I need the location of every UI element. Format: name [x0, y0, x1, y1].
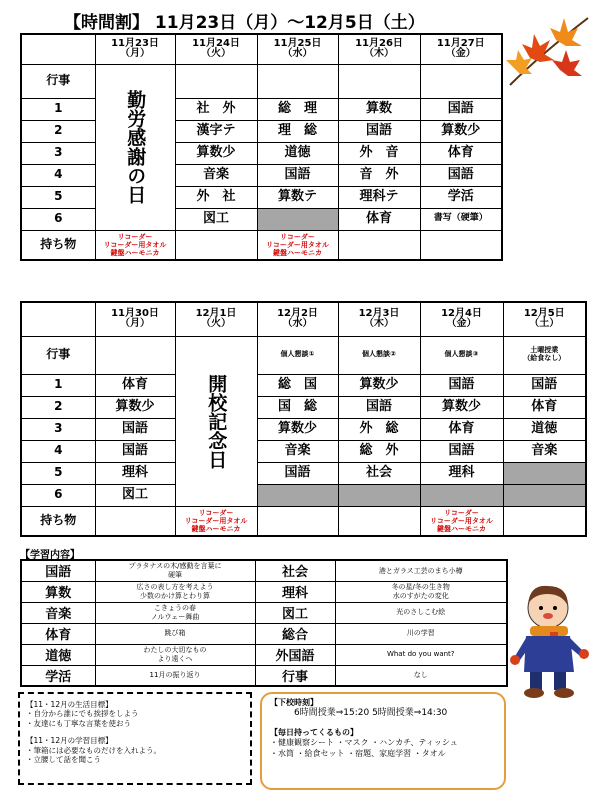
day-header: 11月27日 （金）: [420, 34, 502, 64]
subject-content: 川の学習: [335, 623, 507, 644]
daily-line: ・健康観察シート ・マスク ・ハンカチ、ティッシュ: [270, 738, 458, 748]
gyoji-cell: 個人懇談③: [420, 336, 503, 374]
period-cell-empty: [257, 484, 338, 506]
learning-content-table: [20, 559, 508, 687]
period-cell: 理科: [95, 462, 175, 484]
content-row: [21, 665, 507, 686]
period-cell: 図工: [175, 208, 257, 230]
period-cell: 算数テ: [257, 186, 338, 208]
subject-name: 行事: [255, 665, 335, 686]
row-label: 行事: [21, 64, 95, 98]
row-label: 3: [21, 418, 95, 440]
mochimono-cell: リコーダー リコーダー用タオル 鍵盤ハーモニカ: [257, 230, 338, 260]
day-header: 11月26日 （木）: [338, 34, 420, 64]
content-row: [21, 581, 507, 602]
subject-content: 冬の星/冬の生き物 水のすがたの変化: [335, 581, 507, 602]
mochimono-cell: [338, 230, 420, 260]
period-cell: 理科テ: [338, 186, 420, 208]
header-blank: [21, 302, 95, 336]
period-cell: 書写（硬筆）: [420, 208, 502, 230]
subject-content: 11月の振り返り: [95, 665, 255, 686]
row-label: 5: [21, 462, 95, 484]
period-cell: 総 国: [257, 374, 338, 396]
row-label: 6: [21, 208, 95, 230]
period-cell: 音楽: [257, 440, 338, 462]
period-cell: 音 外: [338, 164, 420, 186]
subject-content: なし: [335, 665, 507, 686]
period-cell: 道徳: [503, 418, 586, 440]
period-cell: 体育: [420, 418, 503, 440]
mochimono-cell: リコーダー リコーダー用タオル 鍵盤ハーモニカ: [420, 506, 503, 536]
period-cell-empty: [257, 208, 338, 230]
period-cell: 外 音: [338, 142, 420, 164]
day-header: 11月23日 （月）: [95, 34, 175, 64]
subject-content: 広さの表し方を考えよう 少数のかけ算とわり算: [95, 581, 255, 602]
period-cell: 理 総: [257, 120, 338, 142]
period-cell: 外 社: [175, 186, 257, 208]
dismiss-text: 6時間授業⇒15:20 5時間授業⇒14:30: [294, 708, 448, 719]
subject-name: 学活: [21, 665, 95, 686]
period-cell: 国 総: [257, 396, 338, 418]
period-cell: 国語: [95, 440, 175, 462]
row-label: 4: [21, 164, 95, 186]
period-cell: 算数少: [257, 418, 338, 440]
gyoji-cell: [420, 64, 502, 98]
day-header: 11月25日 （水）: [257, 34, 338, 64]
holiday-text: 勤労感謝の日: [124, 90, 147, 204]
subject-name: 図工: [255, 602, 335, 623]
row-label: 行事: [21, 336, 95, 374]
content-row: [21, 644, 507, 665]
period-cell: 外 総: [338, 418, 420, 440]
subject-name: 音楽: [21, 602, 95, 623]
subject-name: 外国語: [255, 644, 335, 665]
day-header: 12月2日 （水）: [257, 302, 338, 336]
timetable-week2: [20, 301, 587, 537]
subject-name: 道徳: [21, 644, 95, 665]
dismiss-title: 【下校時刻】: [270, 698, 318, 707]
period-cell: 国語: [503, 374, 586, 396]
gyoji-cell: [338, 64, 420, 98]
period-cell: 算数少: [420, 396, 503, 418]
holiday-cell: [175, 336, 257, 506]
period-cell: 体育: [95, 374, 175, 396]
period-cell-empty: [420, 484, 503, 506]
period-cell: 国語: [338, 396, 420, 418]
row-label: 持ち物: [21, 506, 95, 536]
header-blank: [21, 34, 95, 64]
row-label: 5: [21, 186, 95, 208]
period-cell: 体育: [420, 142, 502, 164]
period-cell: 体育: [338, 208, 420, 230]
timetable-week1: [20, 33, 503, 261]
period-cell: 算数少: [175, 142, 257, 164]
mochimono-cell: リコーダー リコーダー用タオル 鍵盤ハーモニカ: [175, 506, 257, 536]
gyoji-cell: [257, 64, 338, 98]
period-cell: 漢字テ: [175, 120, 257, 142]
period-cell: 国語: [257, 164, 338, 186]
period-cell: 道徳: [257, 142, 338, 164]
study-goal-item: ・筆箱には必要なものだけを入れよう。: [26, 745, 161, 755]
period-cell: 国語: [338, 120, 420, 142]
period-cell: 理科: [420, 462, 503, 484]
daily-line: ・水筒 ・給食セット ・宿題、家庭学習 ・タオル: [270, 748, 446, 758]
study-goal-item: ・立腰して話を聞こう: [26, 754, 101, 764]
period-cell: 算数少: [95, 396, 175, 418]
subject-content: こきょうの春 ノルウェー舞曲: [95, 602, 255, 623]
day-header: 12月3日 （木）: [338, 302, 420, 336]
period-cell: 算数: [338, 98, 420, 120]
subject-content: What do you want?: [335, 644, 507, 665]
period-cell: 国語: [420, 440, 503, 462]
subject-content: 光のさしこむ絵: [335, 602, 507, 623]
content-row: [21, 560, 507, 581]
subject-content: 港とガラス工芸のまち小樽: [335, 560, 507, 581]
row-label: 1: [21, 374, 95, 396]
day-header: 12月1日 （火）: [175, 302, 257, 336]
mochimono-cell: [175, 230, 257, 260]
mochimono-cell: リコーダー リコーダー用タオル 鍵盤ハーモニカ: [95, 230, 175, 260]
mochimono-cell: [338, 506, 420, 536]
period-cell: 国語: [420, 374, 503, 396]
subject-content: プラタナスの木/感動を言葉に 硬筆: [95, 560, 255, 581]
subject-name: 総合: [255, 623, 335, 644]
row-label: 2: [21, 396, 95, 418]
period-cell: 国語: [257, 462, 338, 484]
period-cell: 体育: [503, 396, 586, 418]
gyoji-cell: 個人懇談①: [257, 336, 338, 374]
period-cell-empty: [338, 484, 420, 506]
child-in-winter-clothes-icon: [510, 580, 590, 700]
period-cell: 算数少: [338, 374, 420, 396]
period-cell-empty: [503, 484, 586, 506]
period-cell: 国語: [420, 98, 502, 120]
content-row: [21, 602, 507, 623]
life-goal-item: ・自分から誰にでも挨拶をしよう: [26, 709, 139, 719]
row-label: 1: [21, 98, 95, 120]
period-cell: 社 外: [175, 98, 257, 120]
gyoji-cell: 個人懇談②: [338, 336, 420, 374]
period-cell: 音楽: [503, 440, 586, 462]
subject-name: 社会: [255, 560, 335, 581]
holiday-text: 開校記念日: [205, 373, 228, 469]
subject-content: 跳び箱: [95, 623, 255, 644]
subject-content: わたしの大切なもの より遠くへ: [95, 644, 255, 665]
day-header: 11月30日 （月）: [95, 302, 175, 336]
row-label: 2: [21, 120, 95, 142]
period-cell: 図工: [95, 484, 175, 506]
period-cell: 国語: [95, 418, 175, 440]
mochimono-cell: [95, 506, 175, 536]
gyoji-cell: [175, 64, 257, 98]
content-heading: 【学習内容】: [20, 550, 80, 561]
period-cell-empty: [503, 462, 586, 484]
period-cell: 学活: [420, 186, 502, 208]
subject-name: 理科: [255, 581, 335, 602]
period-cell: 国語: [420, 164, 502, 186]
study-goal-title: 【11・12月の学習目標】: [26, 736, 113, 746]
day-header: 12月5日 （土）: [503, 302, 586, 336]
content-row: [21, 623, 507, 644]
maple-leaves-icon: [500, 10, 592, 88]
row-label: 3: [21, 142, 95, 164]
subject-name: 国語: [21, 560, 95, 581]
period-cell: 社会: [338, 462, 420, 484]
daily-title: 【毎日持ってくるもの】: [270, 728, 358, 738]
subject-name: 算数: [21, 581, 95, 602]
page-title: 【時間割】 11月23日（月）～12月5日（土）: [64, 13, 425, 33]
period-cell: 総 外: [338, 440, 420, 462]
life-goal-title: 【11・12月の生活目標】: [26, 700, 113, 709]
row-label: 持ち物: [21, 230, 95, 260]
gyoji-cell: 土曜授業 （給食なし）: [503, 336, 586, 374]
row-label: 4: [21, 440, 95, 462]
period-cell: 総 理: [257, 98, 338, 120]
gyoji-cell: [95, 336, 175, 374]
period-cell: 算数少: [420, 120, 502, 142]
row-label: 6: [21, 484, 95, 506]
mochimono-cell: [257, 506, 338, 536]
school-info-box: [260, 692, 506, 790]
day-header: 11月24日 （火）: [175, 34, 257, 64]
period-cell: 音楽: [175, 164, 257, 186]
day-header: 12月4日 （金）: [420, 302, 503, 336]
subject-name: 体育: [21, 623, 95, 644]
goals-box: [18, 692, 252, 785]
holiday-cell: [95, 64, 175, 230]
life-goal-item: ・友達にも丁寧な言葉を使おう: [26, 718, 131, 728]
